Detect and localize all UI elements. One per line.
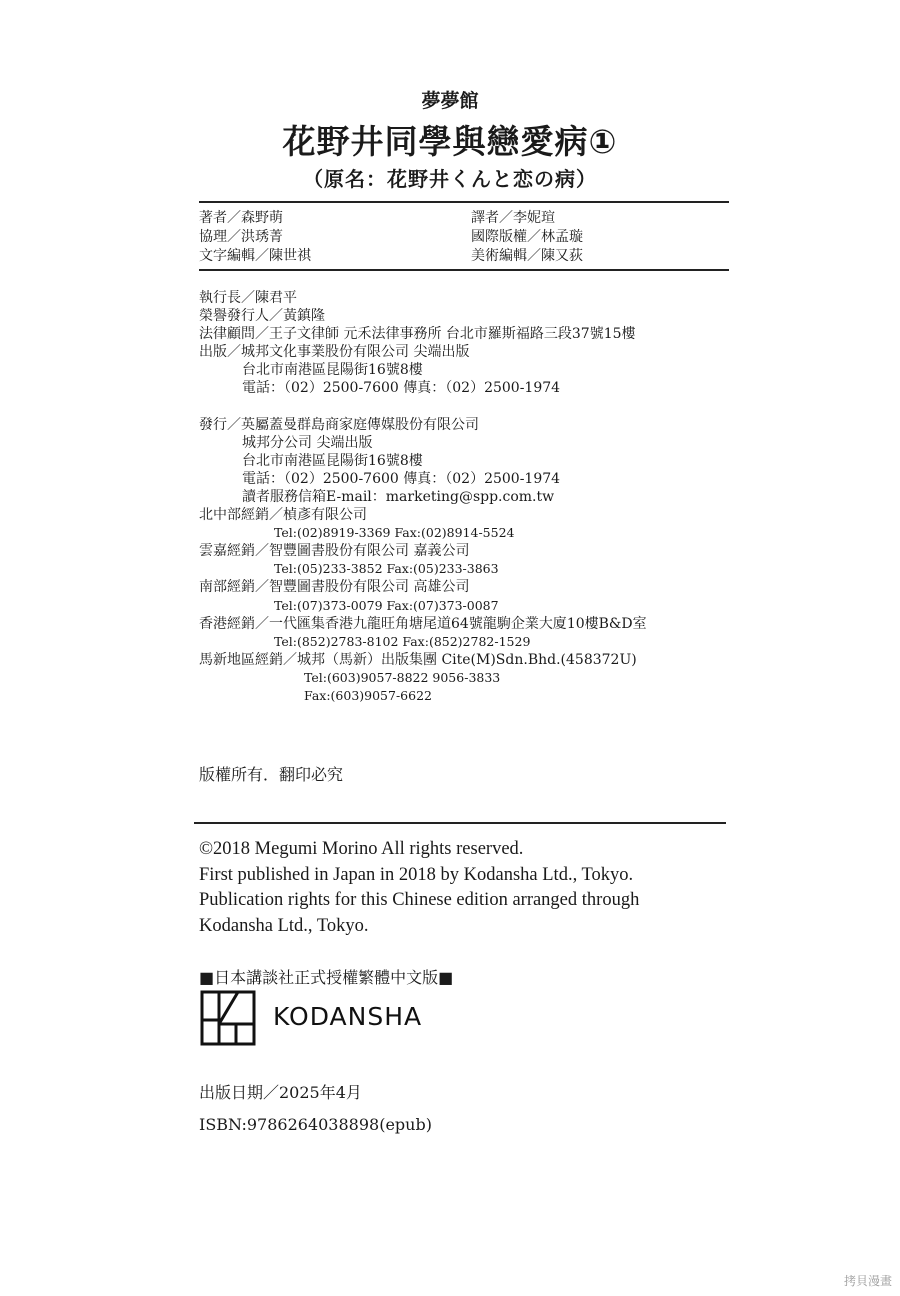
credit-text-editor: 文字編輯／陳世祺 <box>199 248 311 264</box>
north-distributor-tel: Tel:(02)8919-3369 Fax:(02)8914-5524 <box>274 525 515 541</box>
credit-author: 著者／森野萌 <box>199 210 283 226</box>
issuer-address: 台北市南港區昆陽街16號8樓 <box>242 452 423 469</box>
copyright-line: Publication rights for this Chinese edition arranged through <box>199 890 640 910</box>
publish-date: 出版日期／2025年4月 <box>199 1083 362 1102</box>
publisher-line: 出版／城邦文化事業股份有限公司 尖端出版 <box>199 344 470 361</box>
book-title: 花野井同學與戀愛病① <box>282 122 618 161</box>
my-distributor-fax: Fax:(603)9057-6622 <box>304 687 432 703</box>
credits-row <box>199 228 729 247</box>
honorary-publisher-line: 榮譽發行人／黃鎮隆 <box>199 308 325 325</box>
license-notice: ■日本講談社正式授權繁體中文版■ <box>199 968 454 987</box>
legal-counsel-line: 法律顧問／王子文律師 元禾法律事務所 台北市羅斯福路三段37號15樓 <box>199 326 636 343</box>
isbn: ISBN:9786264038898(epub) <box>199 1115 432 1134</box>
my-distributor: 馬新地區經銷／城邦（馬新）出版集團 Cite(M)Sdn.Bhd.(458372U) <box>199 651 637 668</box>
copyright-line: ©2018 Megumi Morino All rights reserved. <box>199 839 524 859</box>
credits-table <box>199 209 729 266</box>
publisher-address: 台北市南港區昆陽街16號8樓 <box>242 362 423 379</box>
chiayi-distributor: 雲嘉經銷／智豐圖書股份有限公司 嘉義公司 <box>199 543 470 560</box>
credits-row <box>199 209 729 228</box>
issuer-branch: 城邦分公司 尖端出版 <box>242 434 373 451</box>
kodansha-logo <box>200 990 430 1054</box>
credits-bottom-rule <box>199 269 729 271</box>
spacer <box>199 398 647 416</box>
rights-notice: 版權所有．翻印必究 <box>199 765 344 784</box>
copyright-rule <box>194 822 726 824</box>
credits-row <box>199 247 729 266</box>
north-distributor: 北中部經銷／楨彥有限公司 <box>199 507 367 524</box>
publisher-phone: 電話：（02）2500-7600 傳真：（02）2500-1974 <box>242 380 561 397</box>
south-distributor-tel: Tel:(07)373-0079 Fax:(07)373-0087 <box>274 597 499 613</box>
publisher-info <box>199 289 647 705</box>
my-distributor-tel: Tel:(603)9057-8822 9056-3833 <box>304 669 501 685</box>
issuer-phone: 電話：（02）2500-7600 傳真：（02）2500-1974 <box>242 470 561 487</box>
copyright-block <box>199 837 719 939</box>
reader-service-email: 讀者服務信箱E-mail：marketing@spp.com.tw <box>242 488 555 505</box>
ceo-line: 執行長／陳君平 <box>199 290 297 306</box>
credit-translator: 譯者／李妮瑄 <box>471 210 555 226</box>
chiayi-distributor-tel: Tel:(05)233-3852 Fax:(05)233-3863 <box>274 561 499 577</box>
south-distributor: 南部經銷／智豐圖書股份有限公司 高雄公司 <box>199 579 470 596</box>
original-title: （原名：花野井くんと恋の病） <box>303 167 597 191</box>
hk-distributor: 香港經銷／一代匯集香港九龍旺角塘尾道64號龍駒企業大廈10樓B&D室 <box>199 615 647 632</box>
publication-info <box>199 1077 432 1141</box>
copyright-line: First published in Japan in 2018 by Kodansha Ltd., Tokyo. <box>199 864 634 885</box>
credit-art-editor: 美術編輯／陳又荻 <box>471 248 583 264</box>
imprint-name: 夢夢館 <box>421 90 479 112</box>
top-rule <box>199 201 729 203</box>
credit-international-rights: 國際版權／林孟璇 <box>471 229 583 245</box>
copyright-line: Kodansha Ltd., Tokyo. <box>199 915 369 936</box>
issuer-line: 發行／英屬蓋曼群島商家庭傳媒股份有限公司 <box>199 416 479 433</box>
kodansha-wordmark: KODANSHA <box>273 1002 423 1031</box>
hk-distributor-tel: Tel:(852)2783-8102 Fax:(852)2782-1529 <box>274 633 531 649</box>
watermark: 拷貝漫畫 <box>843 1274 892 1288</box>
credit-assistant-manager: 協理／洪琇菁 <box>199 229 283 245</box>
